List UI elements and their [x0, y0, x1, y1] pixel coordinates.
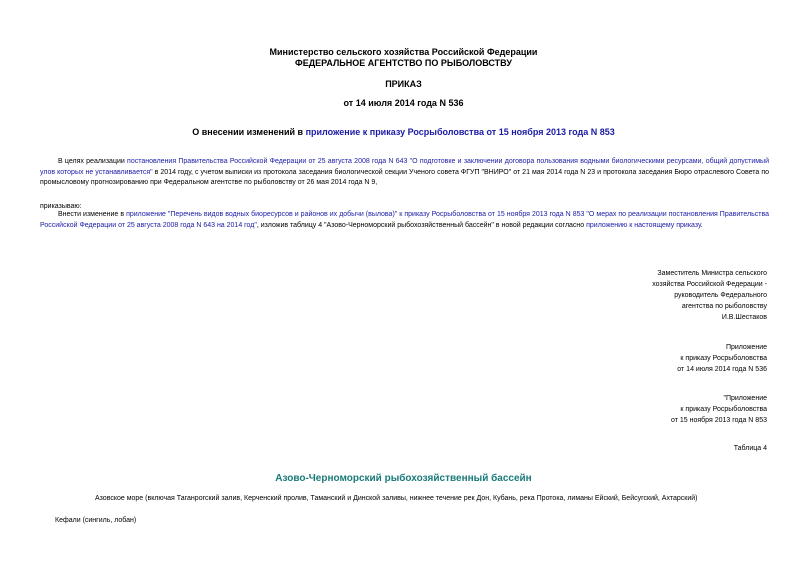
- agency-heading: ФЕДЕРАЛЬНОЕ АГЕНТСТВО ПО РЫБОЛОВСТВУ: [295, 58, 512, 68]
- signatory-name: И.В.Шестаков: [721, 314, 767, 321]
- preamble-suffix: в 2014 году, с учетом выписки из протокола заседания биологической секции Ученого совета ФГУП "ВНИРО" от 21 мая 2014 года N 23 и протокола заседания Бюро отраслевого Совета по промысловому прогнозированию при Федеральном агентстве по рыболовству от 26 мая 2014 года N 9,: [40, 168, 770, 186]
- order-this-appendix-link[interactable]: приложению к настоящему приказу: [586, 221, 701, 229]
- order-paragraph: [40, 210, 769, 231]
- preamble-paragraph: [40, 157, 769, 189]
- signature-line: хозяйства Российской Федерации -: [652, 281, 767, 288]
- appendix-line: "Приложение: [723, 395, 767, 402]
- table-label: Таблица 4: [733, 445, 767, 452]
- fish-item: Кефали (сингиль, лобан): [55, 517, 137, 524]
- signature-block: [652, 268, 767, 323]
- document-date-number: от 14 июля 2014 года N 536: [343, 98, 464, 108]
- original-appendix-reference: [671, 393, 767, 426]
- order-prefix: Внести изменение в: [58, 211, 127, 218]
- document-title-link[interactable]: приложение к приказу Росрыболовства от 15 ноября 2013 года N 853: [305, 127, 615, 137]
- ministry-heading: Министерство сельского хозяйства Российской Федерации: [269, 47, 538, 57]
- signature-line: Заместитель Министра сельского: [657, 270, 767, 277]
- order-appendix-link[interactable]: приложение "Перечень видов водных биоресурсов и районов их добычи (вылова)" к приказу Росрыболовства от 15 ноября 2013 года N 853 "О мерах по реализации постановления Правительства Российской Федерации от 25 августа 2008 года N 643 на 2014 год": [40, 211, 769, 229]
- preamble-prefix: В целях реализации: [58, 158, 128, 165]
- appendix-reference: [677, 342, 767, 375]
- appendix-line: к приказу Росрыболовства: [680, 406, 767, 413]
- preamble-decree-link[interactable]: постановления Правительства Российской Федерации от 25 августа 2008 года N 643 "О подготовке и заключении договора пользования водными биологическими ресурсами, общий допустимый улов которых не устанавливается": [40, 158, 769, 176]
- document-title-prefix: О внесении изменений в: [192, 127, 306, 137]
- appendix-line: к приказу Росрыболовства: [680, 355, 767, 362]
- appendix-line: от 15 ноября 2013 года N 853: [671, 417, 767, 424]
- document-title: [0, 127, 807, 138]
- order-middle: , изложив таблицу 4 "Азово-Черноморский рыбохозяйственный бассейн" в новой редакции согласно: [256, 221, 587, 229]
- order-word: приказываю:: [40, 203, 82, 210]
- signature-line: агентства по рыболовству: [681, 303, 767, 310]
- appendix-line: Приложение: [725, 344, 767, 351]
- signature-line: руководитель Федерального: [674, 292, 767, 299]
- document-type: ПРИКАЗ: [385, 79, 422, 89]
- basin-title: Азово-Черноморский рыбохозяйственный бассейн: [275, 473, 532, 484]
- appendix-line: от 14 июля 2014 года N 536: [677, 366, 767, 373]
- sea-description: Азовское море (включая Таганрогский залив, Керченский пролив, Таманский и Динской заливы, нижнее течение рек Дон, Кубань, река Протока, лиманы Ейский, Бейсугский, Ахтарский): [95, 495, 698, 502]
- order-suffix: .: [700, 221, 703, 229]
